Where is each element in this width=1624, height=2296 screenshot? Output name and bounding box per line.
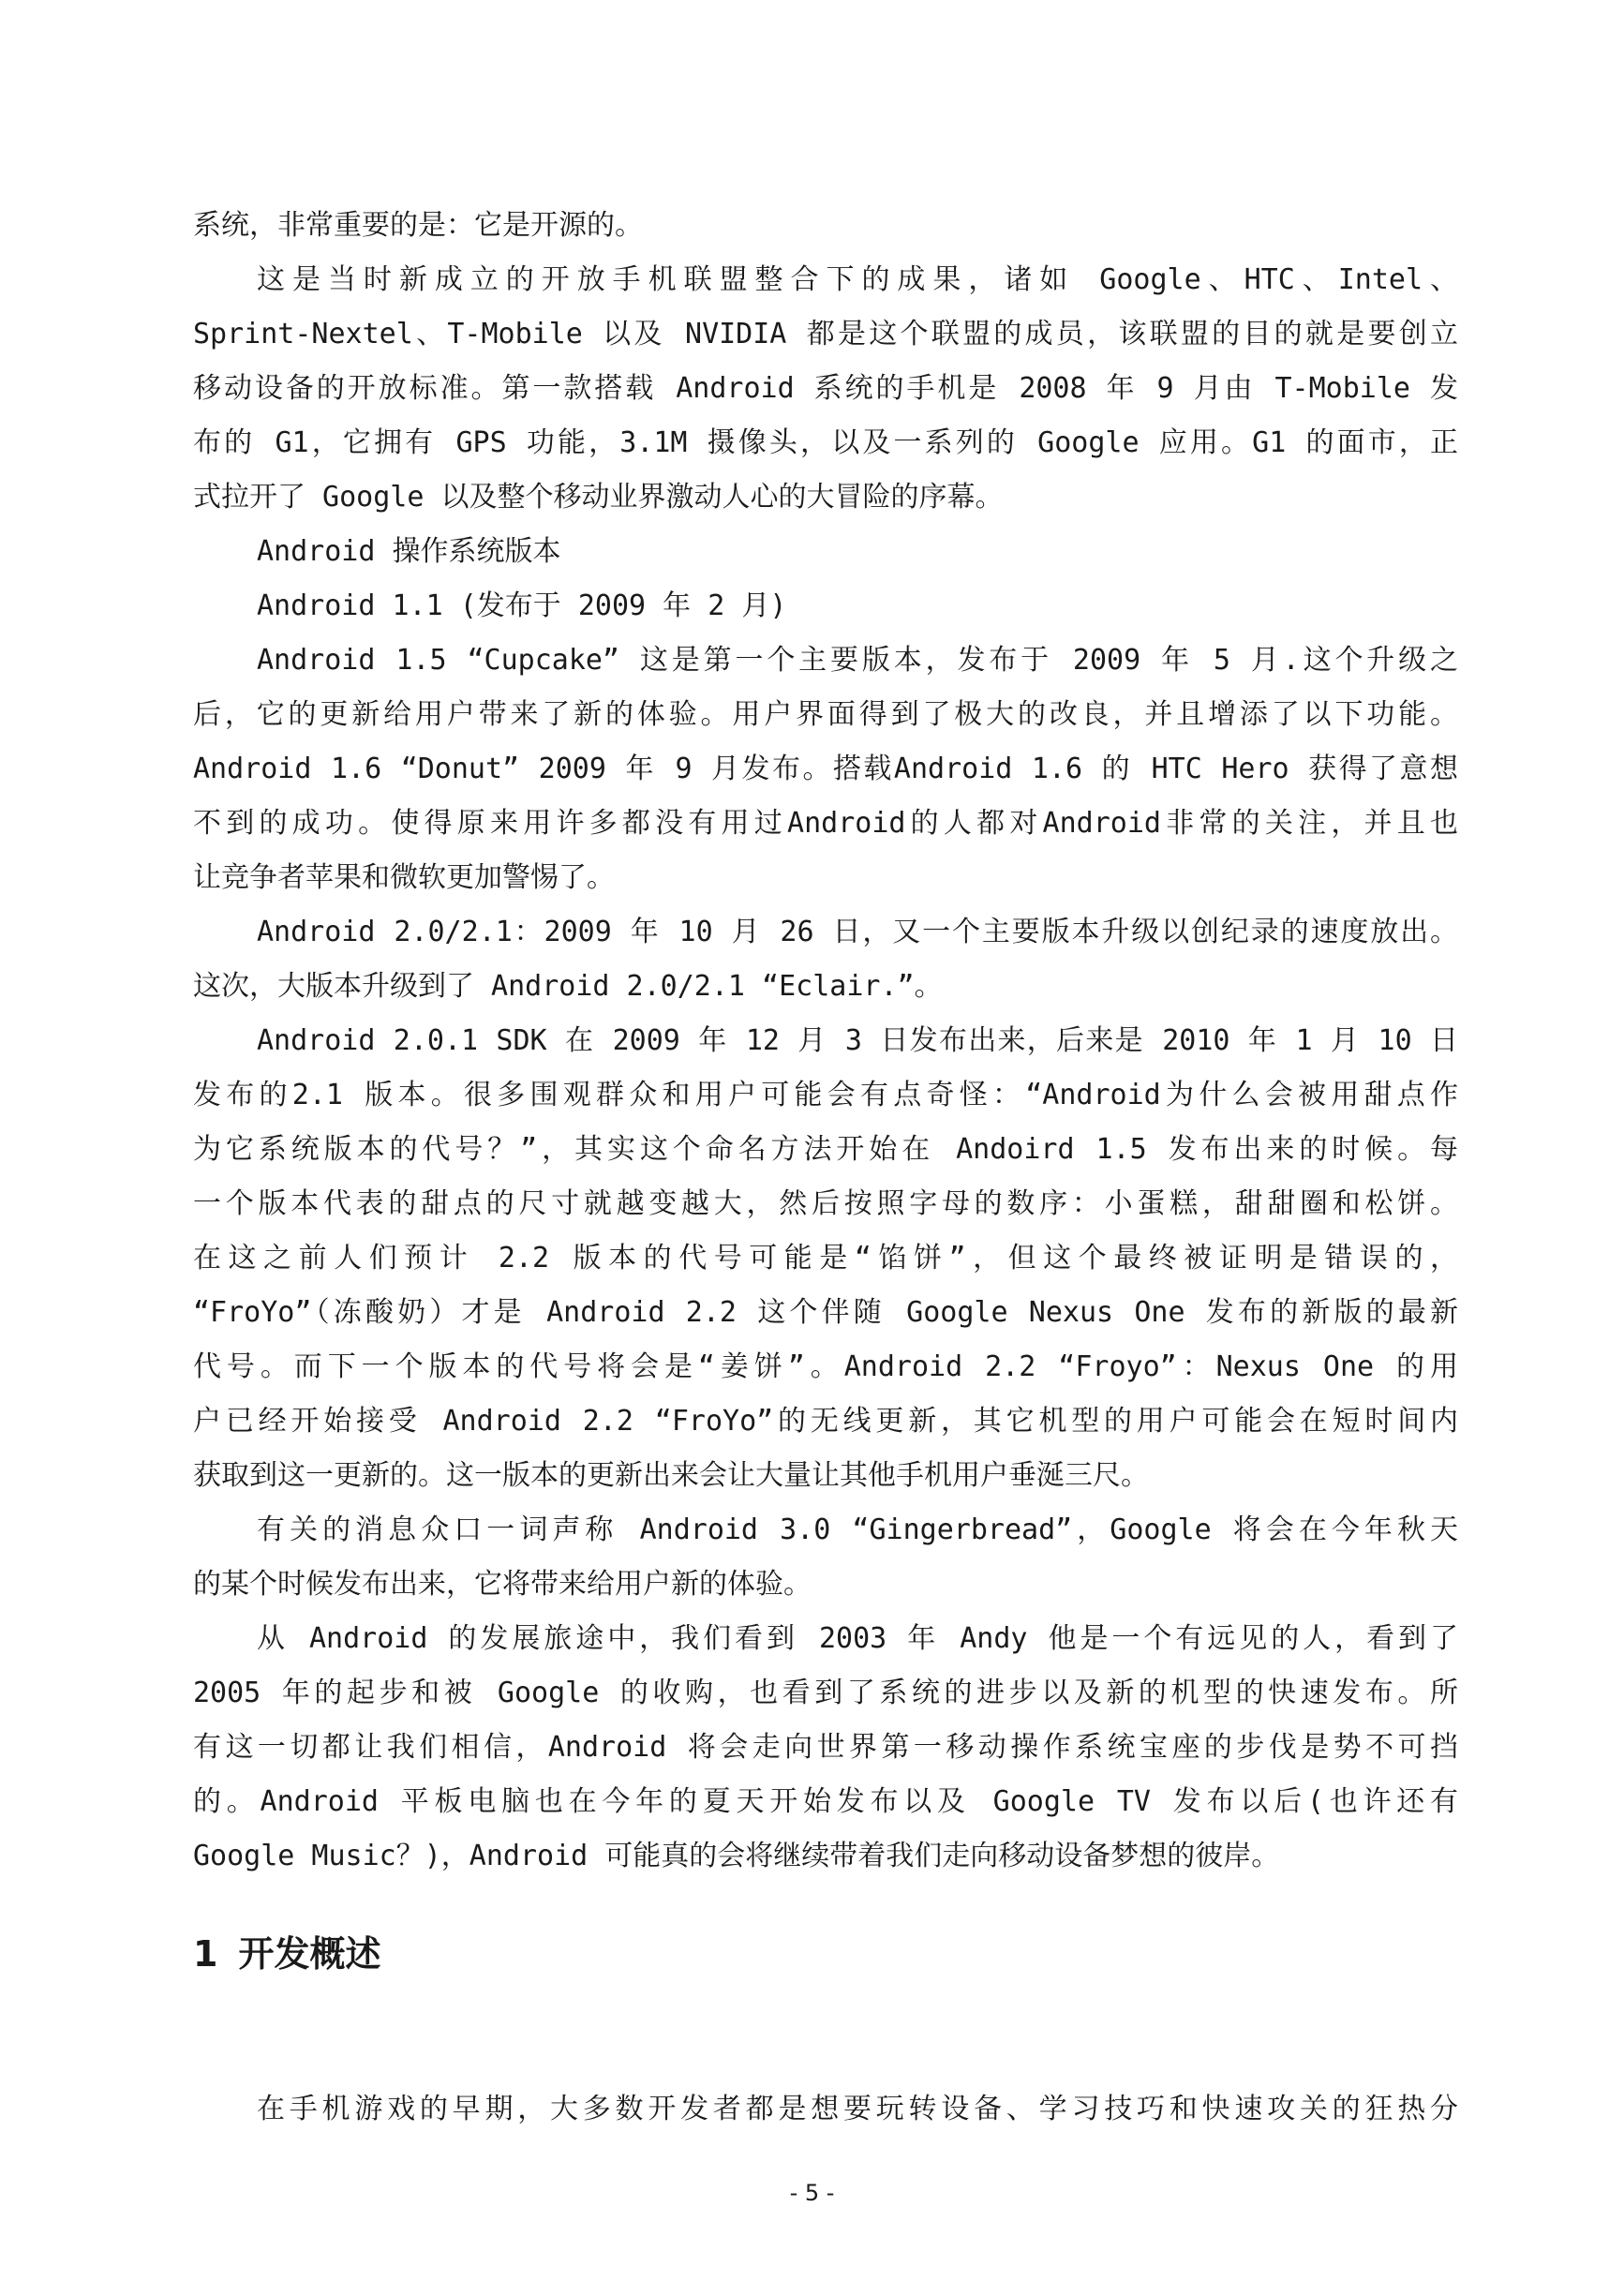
paragraph-line: Google Music？)，Android 可能真的会将继续带着我们走向移动设备梦想的彼岸。: [193, 1840, 1280, 1872]
paragraph-line: 后，它的更新给用户带来了新的体验。用户界面得到了极大的改良，并且增添了以下功能。: [193, 698, 1458, 731]
paragraph-line: 一个版本代表的甜点的尺寸就越变越大，然后按照字母的数序：小蛋糕，甜甜圈和松饼。: [193, 1187, 1458, 1220]
paragraph-line: Android 2.0.1 SDK 在 2009 年 12 月 3 日发布出来，后来是 2010 年 1 月 10 日: [257, 1024, 1458, 1057]
section-heading: [193, 1931, 380, 1977]
paragraph-line: 获取到这一更新的。这一版本的更新出来会让大量让其他手机用户垂涎三尺。: [193, 1459, 1149, 1492]
paragraph-line: 代号。而下一个版本的代号将会是“姜饼”。Android 2.2 “Froyo”：Nexus One 的用: [193, 1350, 1458, 1383]
paragraph-line: Android 1.6 “Donut” 2009 年 9 月发布。搭载Android 1.6 的 HTC Hero 获得了意想: [193, 753, 1458, 785]
paragraph-line: 布的 G1，它拥有 GPS 功能，3.1M 摄像头，以及一系列的 Google 应用。G1 的面市，正: [193, 426, 1458, 459]
paragraph-line: 户已经开始接受 Android 2.2 “FroYo”的无线更新，其它机型的用户可能会在短时间内: [193, 1405, 1458, 1438]
paragraph-line: 这次，大版本升级到了 Android 2.0/2.1 “Eclair.”。: [193, 970, 943, 1003]
paragraph-line: Android 1.1 (发布于 2009 年 2 月): [257, 589, 787, 622]
paragraph-line: “FroYo”（冻酸奶）才是 Android 2.2 这个伴随 Google Nexus One 发布的新版的最新: [193, 1296, 1458, 1329]
paragraph-line: 从 Android 的发展旅途中，我们看到 2003 年 Andy 他是一个有远见的人，看到了: [257, 1622, 1458, 1655]
paragraph-line: 在这之前人们预计 2.2 版本的代号可能是“馅饼”，但这个最终被证明是错误的，: [193, 1242, 1458, 1275]
paragraph-line: 在手机游戏的早期，大多数开发者都是想要玩转设备、学习技巧和快速攻关的狂热分: [257, 2093, 1458, 2125]
body-text: [193, 199, 1458, 1884]
paragraph-line: Android 1.5 “Cupcake” 这是第一个主要版本，发布于 2009 年 5 月.这个升级之: [257, 644, 1458, 677]
paragraph-line: 式拉开了 Google 以及整个移动业界激动人心的大冒险的序幕。: [193, 481, 1004, 514]
paragraph-line: Sprint-Nextel、T-Mobile 以及 NVIDIA 都是这个联盟的成员，该联盟的目的就是要创立: [193, 318, 1458, 350]
section-paragraph: [193, 2082, 1458, 2137]
paragraph-line: 的某个时候发布出来，它将带来给用户新的体验。: [193, 1568, 812, 1601]
paragraph-line: 系统，非常重要的是：它是开源的。: [193, 209, 643, 242]
section-number: 1: [193, 1933, 218, 1975]
paragraph-line: Android 操作系统版本: [257, 535, 561, 568]
section-title: 开发概述: [238, 1933, 381, 1975]
paragraph-line: 移动设备的开放标准。第一款搭载 Android 系统的手机是 2008 年 9 月由 T-Mobile 发: [193, 372, 1458, 405]
paragraph-line: 为它系统版本的代号？”，其实这个命名方法开始在 Andoird 1.5 发布出来的时候。每: [193, 1133, 1458, 1166]
paragraph-line: 的。Android 平板电脑也在今年的夏天开始发布以及 Google TV 发布以后(也许还有: [193, 1785, 1458, 1818]
paragraph-line: 发布的2.1 版本。很多围观群众和用户可能会有点奇怪：“Android为什么会被用甜点作: [193, 1079, 1458, 1111]
paragraph-line: 有这一切都让我们相信，Android 将会走向世界第一移动操作系统宝座的步伐是势不可挡: [193, 1731, 1458, 1764]
paragraph-line: 不到的成功。使得原来用许多都没有用过Android的人都对Android非常的关注，并且也: [193, 807, 1458, 840]
paragraph-line: 这是当时新成立的开放手机联盟整合下的成果，诸如 Google、HTC、Intel、: [257, 263, 1458, 296]
paragraph-line: 让竞争者苹果和微软更加警惕了。: [193, 861, 615, 894]
paragraph-line: Android 2.0/2.1：2009 年 10 月 26 日，又一个主要版本升级以创纪录的速度放出。: [257, 916, 1458, 948]
page-number: - 5 -: [789, 2180, 835, 2206]
paragraph-line: 2005 年的起步和被 Google 的收购，也看到了系统的进步以及新的机型的快速发布。所: [193, 1677, 1458, 1709]
paragraph-line: 有关的消息众口一词声称 Android 3.0 “Gingerbread”，Google 将会在今年秋天: [257, 1513, 1458, 1546]
